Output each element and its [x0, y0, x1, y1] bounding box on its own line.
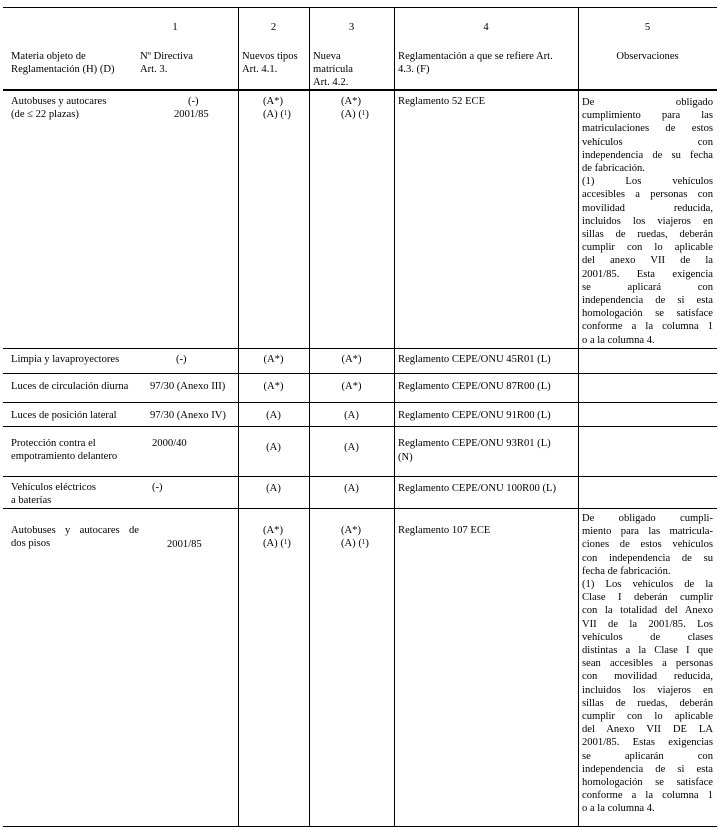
- observation-line: vehículos de clases: [582, 631, 713, 643]
- row-reglamentacion: Reglamento 107 ECE: [398, 525, 491, 536]
- observation-line: movilidad reducida,: [582, 202, 713, 214]
- column-divider: [394, 7, 395, 827]
- observation-line: matriculaciones de estos: [582, 123, 713, 135]
- observation-line: independencia de su fecha: [582, 149, 713, 161]
- row-materia: Vehículos eléctricos: [11, 482, 97, 493]
- row-reglamentacion: Reglamento CEPE/ONU 100R00 (L): [398, 483, 557, 494]
- observation-line: sean accesibles a personas: [582, 658, 713, 670]
- row-nuevos-tipos: (A*): [263, 354, 284, 365]
- observation-line: Clase I deberán cumplir: [582, 592, 713, 604]
- header-reglamentacion: 4.3. (F): [398, 64, 430, 75]
- row-directiva: (-): [152, 482, 163, 493]
- header-nueva-matricula: matrícula: [313, 64, 354, 75]
- row-rule: [3, 426, 717, 427]
- row-nuevos-tipos: (A): [266, 410, 281, 421]
- observation-line: VII de la 2001/85. Los: [582, 618, 713, 630]
- row-reglamentacion: Reglamento CEPE/ONU 93R01 (L): [398, 438, 551, 449]
- row-materia: Luces de circulación diurna: [11, 381, 129, 392]
- row-rule: [3, 402, 717, 403]
- observation-line: sillas de ruedas, deberán: [582, 697, 713, 709]
- header-materia: Reglamentación (H) (D): [11, 64, 115, 75]
- column-number: 2: [270, 22, 277, 33]
- row-reglamentacion: Reglamento CEPE/ONU 45R01 (L): [398, 354, 551, 365]
- observation-line: fecha de fabricación.: [582, 565, 671, 577]
- observation-line: incluidos los viajeros en: [582, 215, 713, 227]
- row-materia: Luces de posición lateral: [11, 410, 117, 421]
- observation-line: (1) Los vehículos: [582, 176, 713, 188]
- row-rule: [3, 348, 717, 349]
- column-divider: [578, 7, 579, 827]
- row-nueva-matricula: (A*): [341, 96, 362, 107]
- observation-line: incluidos los viajeros en: [582, 684, 713, 696]
- row-nuevos-tipos: (A): [266, 483, 281, 494]
- observation-line: homologación se satisface: [582, 308, 713, 320]
- row-observaciones: [582, 96, 713, 347]
- row-nuevos-tipos: (A*): [263, 381, 284, 392]
- observation-line: cumplir con lo aplicable: [582, 711, 713, 723]
- observation-line: distintas a la Clase I que: [582, 645, 713, 657]
- observation-line: o a la columna 4.: [582, 334, 655, 346]
- observation-line: independencia de si esta: [582, 295, 713, 307]
- row-materia: Limpia y lavaproyectores: [11, 354, 120, 365]
- header-nueva-matricula: Nueva: [313, 51, 341, 62]
- row-nueva-matricula: (A) ($^1$): [341, 109, 369, 120]
- observation-line: del Anexo VII DE LA: [582, 724, 713, 736]
- observation-line: conforme a la columna 1: [582, 790, 713, 802]
- row-materia: empotramiento delantero: [11, 451, 118, 462]
- row-reglamentacion: Reglamento 52 ECE: [398, 96, 486, 107]
- observation-line: accesibles a personas con: [582, 189, 713, 201]
- observation-line: con independencia de su: [582, 552, 713, 564]
- observation-line: ciones de estos vehículos: [582, 539, 713, 551]
- row-nuevos-tipos: (A) ($^1$): [263, 538, 291, 549]
- row-reglamentacion: Reglamento CEPE/ONU 87R00 (L): [398, 381, 551, 392]
- row-nueva-matricula: (A): [344, 442, 359, 453]
- observation-line: con movilidad reducida,: [582, 671, 713, 683]
- row-reglamentacion: Reglamento CEPE/ONU 91R00 (L): [398, 410, 551, 421]
- observation-line: 2001/85. Estas exigencias: [582, 737, 713, 749]
- row-nuevos-tipos: (A*): [263, 96, 284, 107]
- row-directiva: 97/30 (Anexo III): [150, 381, 226, 392]
- row-nuevos-tipos: (A*): [263, 525, 284, 536]
- row-directiva: 2001/85: [167, 539, 202, 550]
- observation-line: sillas de ruedas, deberán: [582, 229, 713, 241]
- row-nueva-matricula: (A*): [341, 354, 362, 365]
- observation-line: de fabricación.: [582, 163, 645, 175]
- observation-line: se aplicarán con: [582, 750, 713, 762]
- header-observaciones: Observaciones: [616, 51, 679, 62]
- row-directiva: (-): [176, 354, 187, 365]
- observation-line: 2001/85. Esta exigencia: [582, 268, 713, 280]
- row-nueva-matricula: (A*): [341, 525, 362, 536]
- observation-line: De obligado cumpli-: [582, 513, 713, 524]
- observation-line: cumplir con lo aplicable: [582, 242, 713, 254]
- observation-line: o a la columna 4.: [582, 803, 655, 815]
- observation-line: con la totalidad del Anexo: [582, 605, 713, 617]
- header-reglamentacion: Reglamentación a que se refiere Art.: [398, 51, 553, 62]
- row-rule: [3, 508, 717, 509]
- row-nuevos-tipos: (A): [266, 442, 281, 453]
- row-nueva-matricula: (A): [344, 410, 359, 421]
- column-number: 4: [483, 22, 489, 33]
- row-directiva: 2000/40: [152, 438, 187, 449]
- observation-line: del anexo VII de la: [582, 255, 713, 267]
- observation-line: (1) Los vehículos de la: [582, 579, 713, 591]
- row-nueva-matricula: (A): [344, 483, 359, 494]
- table-border-top: [3, 7, 717, 8]
- header-nuevos-tipos: Nuevos tipos: [242, 51, 298, 62]
- column-number: 1: [172, 22, 178, 33]
- observation-line: conforme a la columna 1: [582, 321, 713, 333]
- observation-line: De obligado: [582, 97, 713, 108]
- row-materia: a baterías: [11, 495, 52, 506]
- row-rule: [3, 476, 717, 477]
- row-observaciones: [582, 512, 713, 816]
- table-border-bottom: [3, 826, 717, 827]
- row-nueva-matricula: (A) ($^1$): [341, 538, 369, 549]
- header-rule: [3, 89, 717, 91]
- observation-line: cumplimiento para las: [582, 110, 713, 122]
- header-directiva: Nº Directiva: [140, 51, 193, 62]
- row-directiva: 97/30 (Anexo IV): [150, 410, 226, 421]
- row-materia: (de ≤ 22 plazas): [11, 109, 79, 120]
- observation-line: homologación se satisface: [582, 777, 713, 789]
- row-materia: Protección contra el: [11, 438, 96, 449]
- row-directiva: 2001/85: [174, 109, 209, 120]
- header-materia: Materia objeto de: [11, 51, 86, 62]
- observation-line: vehículos con: [582, 136, 713, 148]
- observation-line: se aplicará con: [582, 281, 713, 293]
- header-directiva: Art. 3.: [140, 64, 168, 75]
- row-reglamentacion: (N): [398, 452, 413, 463]
- row-nuevos-tipos: (A) ($^1$): [263, 109, 291, 120]
- row-rule: [3, 373, 717, 374]
- observation-line: independencia de si esta: [582, 763, 713, 775]
- header-nueva-matricula: Art. 4.2.: [313, 77, 349, 88]
- row-nueva-matricula: (A*): [341, 381, 362, 392]
- row-directiva: (-): [188, 96, 199, 107]
- observation-line: miento para las matricula-: [582, 526, 713, 538]
- column-number: 3: [348, 22, 355, 33]
- row-materia: Autobuses y autocares de: [11, 525, 139, 536]
- header-nuevos-tipos: Art. 4.1.: [242, 64, 278, 75]
- row-materia: dos pisos: [11, 538, 51, 549]
- row-materia: Autobuses y autocares: [11, 96, 107, 107]
- column-number: 5: [644, 22, 651, 33]
